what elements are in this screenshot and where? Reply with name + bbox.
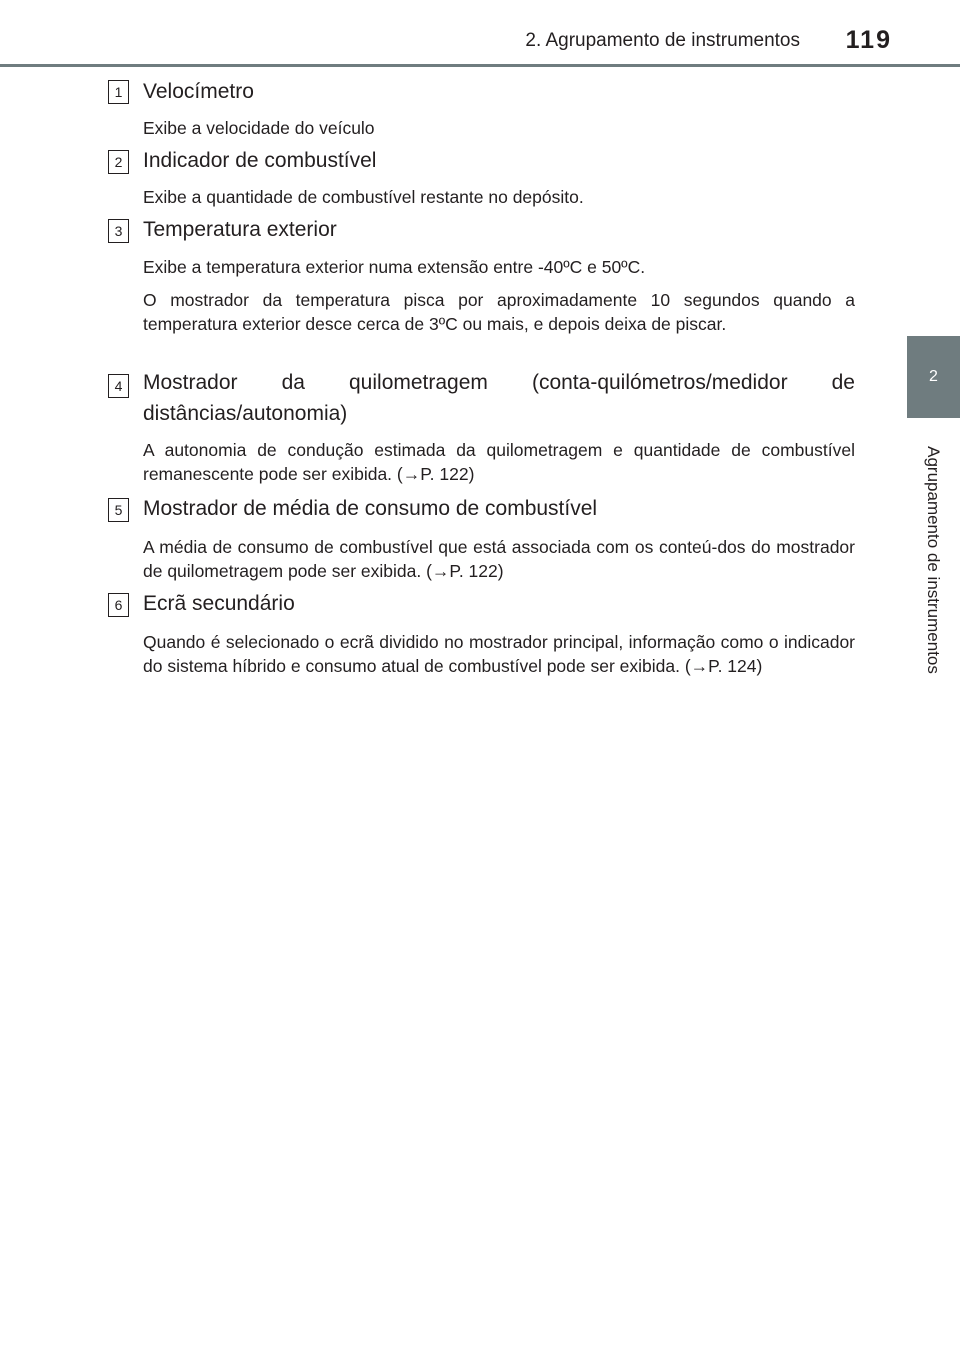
item-description: Exibe a quantidade de combustível restante no depósito.	[143, 187, 584, 207]
item-number-badge: 6	[108, 593, 129, 617]
item-description: A média de consumo de combustível que está associada com os conteú-dos do mostrador de quilometragem pode ser exibida. (→P. 122)	[143, 537, 855, 581]
chapter-label: Agrupamento de instrumentos	[924, 446, 943, 674]
header-divider	[0, 64, 960, 67]
item-number-badge: 1	[108, 80, 129, 104]
page-number: 119	[845, 26, 892, 54]
item-description: O mostrador da temperatura pisca por aproximadamente 10 segundos quando a temperatura exterior desce cerca de 3ºC ou mais, e depois deixa de piscar.	[143, 290, 855, 334]
item-number-badge: 4	[108, 374, 129, 398]
chapter-tab[interactable]	[907, 336, 960, 418]
item-title-continued: distâncias/autonomia)	[143, 402, 348, 425]
chapter-number: 2	[929, 368, 938, 385]
item-description: Quando é selecionado o ecrã dividido no mostrador principal, informação como o indicador do sistema híbrido e consumo atual de combustível pode ser exibida. (→P. 124)	[143, 632, 855, 676]
item-title: Indicador de combustível	[143, 149, 377, 172]
item-description: A autonomia de condução estimada da quilometragem e quantidade de combustível remanescente pode ser exibida. (→P. 122)	[143, 440, 855, 484]
item-number-badge: 5	[108, 498, 129, 522]
item-number-badge: 3	[108, 219, 129, 243]
item-title: Ecrã secundário	[143, 592, 295, 615]
item-title: Velocímetro	[143, 80, 254, 103]
item-number-badge: 2	[108, 150, 129, 174]
section-title: 2. Agrupamento de instrumentos	[525, 30, 800, 51]
item-title: Mostrador da quilometragem (conta-quilómetros/medidor de	[143, 371, 855, 394]
item-title: Temperatura exterior	[143, 218, 337, 241]
item-description: Exibe a temperatura exterior numa extensão entre -40ºC e 50ºC.	[143, 257, 646, 277]
item-title: Mostrador de média de consumo de combustível	[143, 497, 598, 520]
item-description: Exibe a velocidade do veículo	[143, 118, 375, 138]
